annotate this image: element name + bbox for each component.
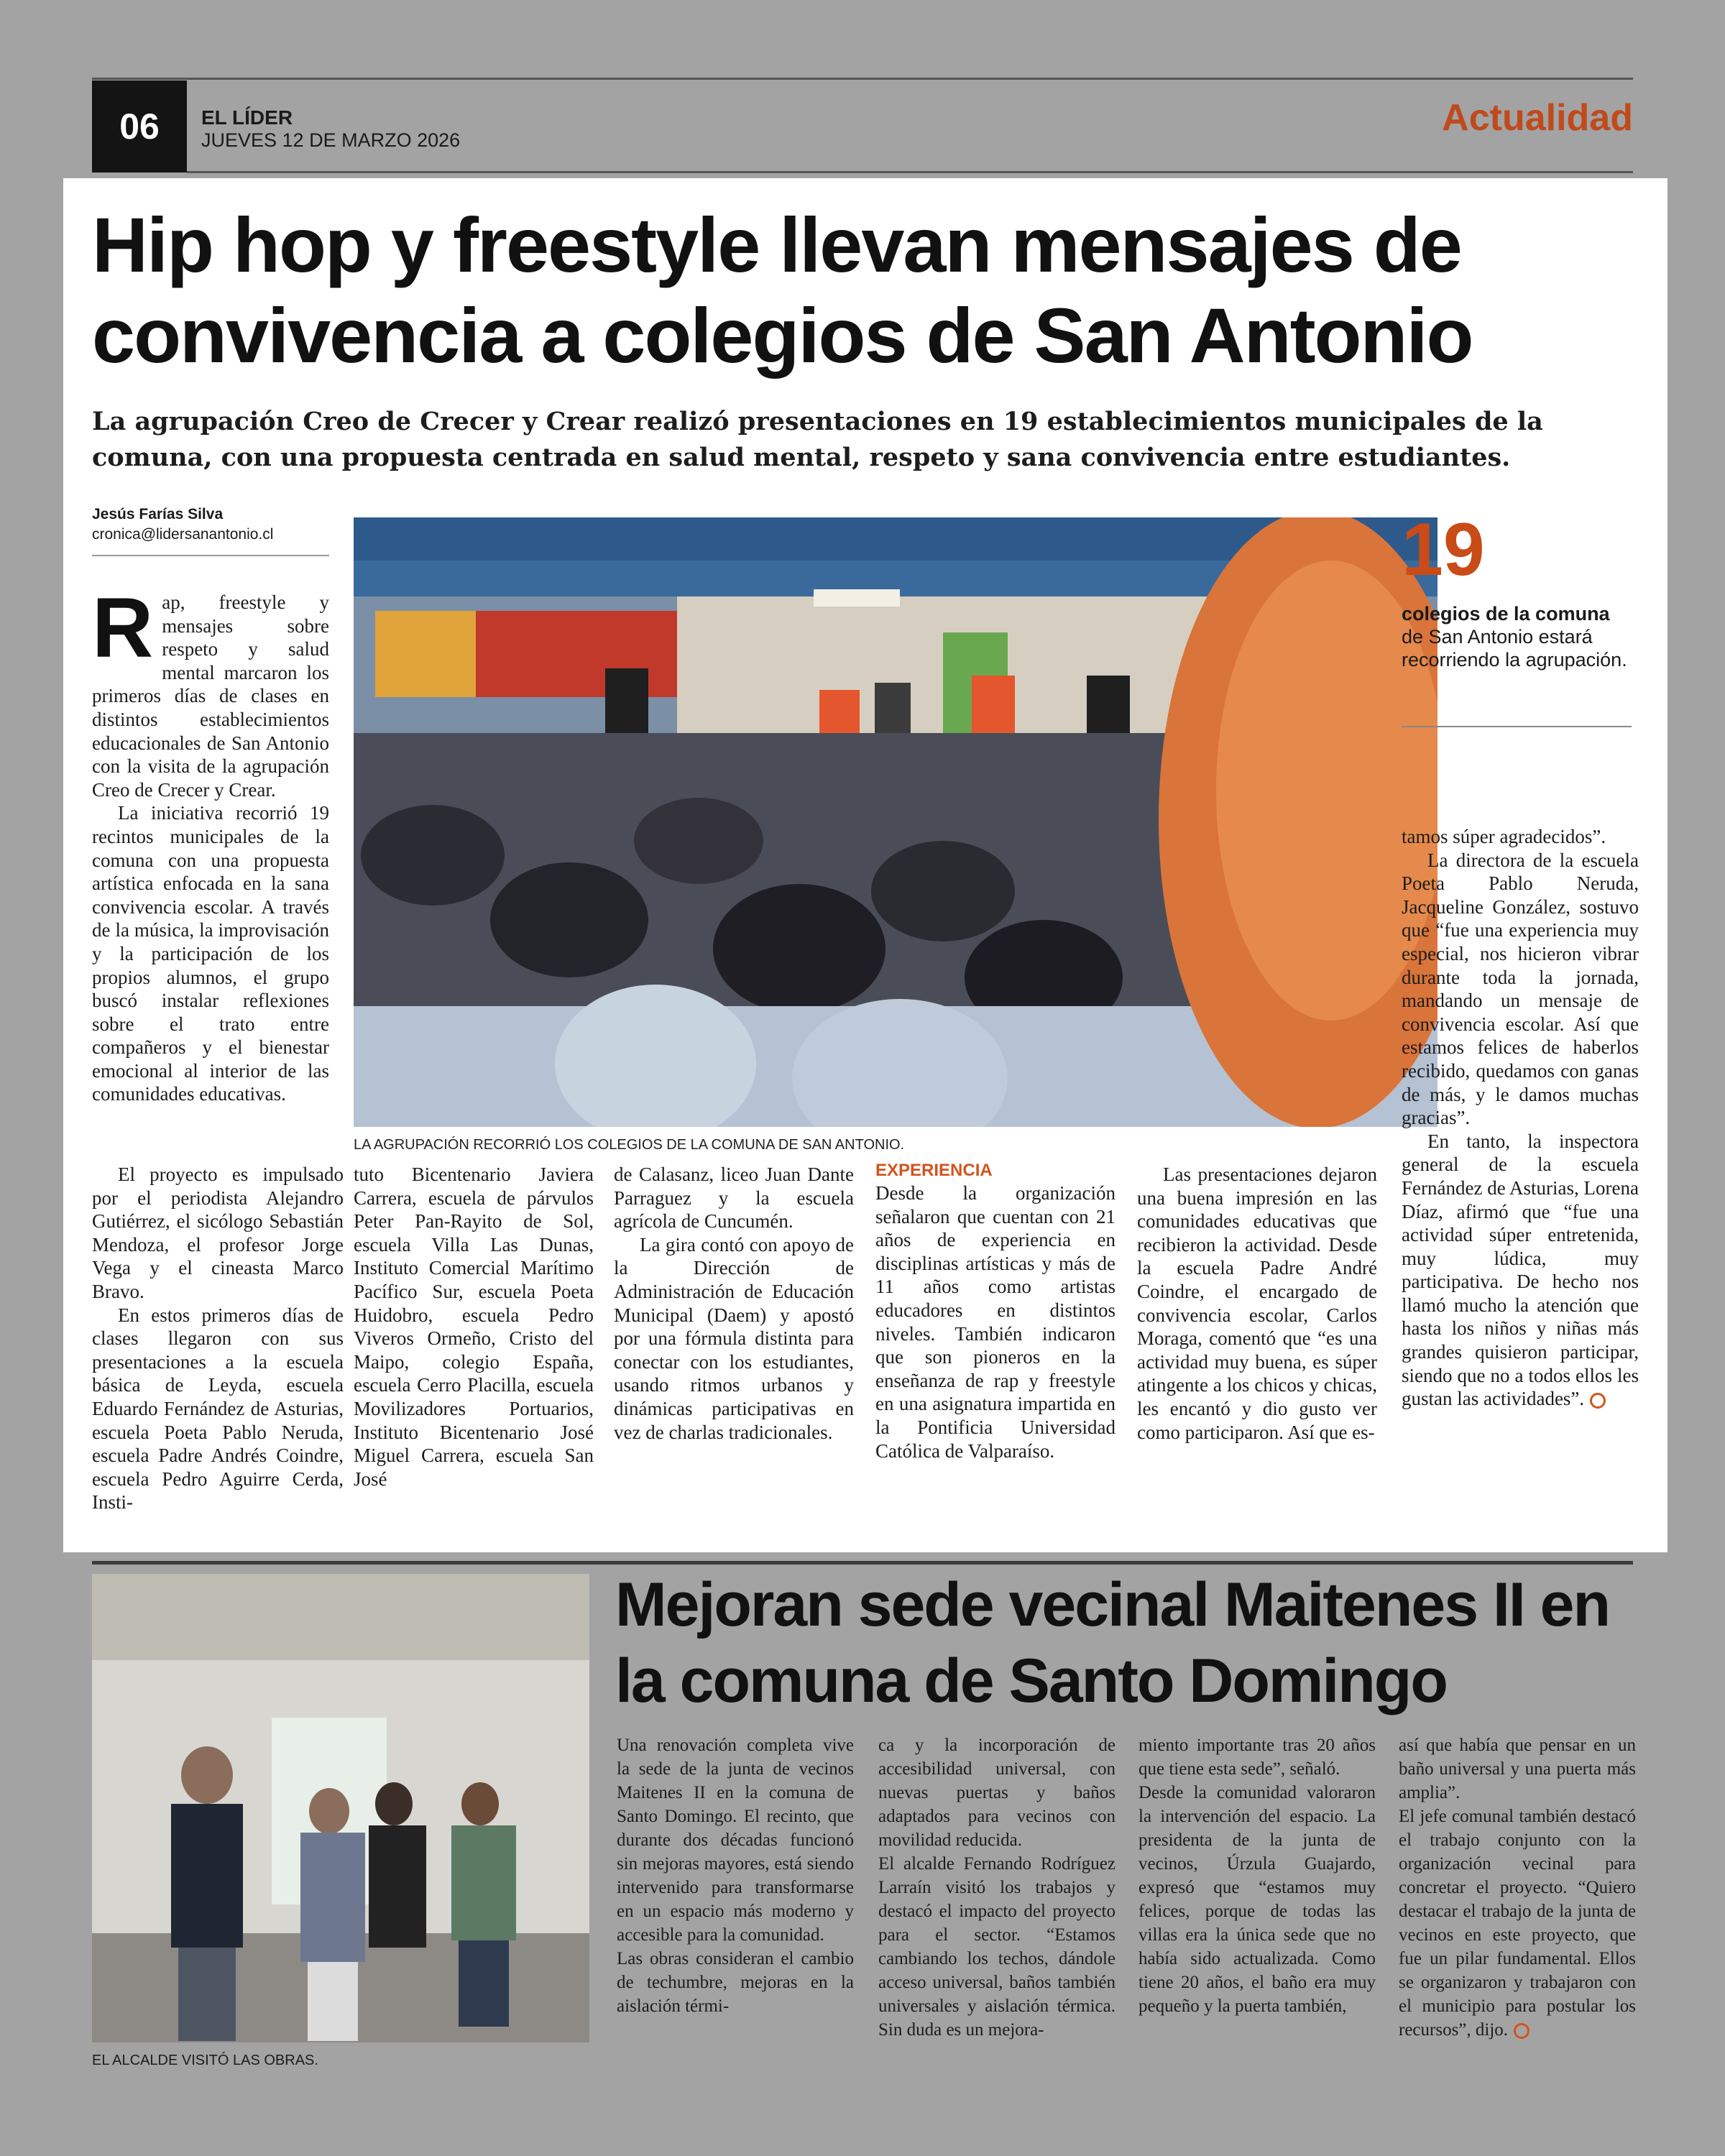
stat-rule [1402, 726, 1632, 727]
paragraph: Desde la comunidad valoraron la intervención del espacio. La presidenta de la junta de vecinos, Úrzula Guajardo, expresó que “estamos muy felices, porque de todas las villas era la única sede que no había sido actualizada. Como tiene 20 años, el baño era muy pequeño y la puerta también, [1138, 1783, 1376, 2016]
paragraph: ca y la incorporación de accesibilidad universal, con nuevas puertas y baños adaptados para vecinos con movilidad reducida. [878, 1736, 1116, 1850]
article-column-6 [1402, 825, 1639, 1411]
lead-text: ap, freestyle y mensajes sobre respeto y salud mental marcaron los primeros días de clases en distintos establecimientos educacionales de San Antonio con la visita de la agrupación Creo de Crecer y Crear. [92, 591, 329, 801]
paragraph: Las presentaciones dejaron una buena impresión en las comunidades educativas que recibieron la actividad. Desde la escuela Padre André Coindre, el encargado de convivencia escolar, Carlos Moraga, comentó que “es una actividad muy buena, es súper atingente a los chicos y chicas, les encantó y dio gusto ver como participaron. Así que es- [1137, 1164, 1377, 1443]
article-column-4 [875, 1160, 1116, 1462]
article2-column-2 [878, 1733, 1116, 2042]
article-column-1 [92, 581, 329, 1106]
lead-paragraph [92, 581, 329, 801]
paragraph: miento importante tras 20 años que tiene esta sede”, señaló. [1138, 1736, 1376, 1779]
paragraph: Las obras consideran el cambio de techumbre, mejoras en la aislación térmi- [617, 1949, 854, 2016]
paragraph: Desde la organización señalaron que cuentan con 21 años de experiencia en disciplinas artísticas y más de 11 años como artistas educadores en distintos niveles. También indicaron que son pioneros en la enseñanza de rap y freestyle en una asignatura impartida en la Pontificia Universidad Católica de Valparaíso. [875, 1182, 1116, 1462]
paragraph: El proyecto es impulsado por el periodista Alejandro Gutiérrez, el sicólogo Sebastián Mendoza, el profesor Jorge Vega y el cineasta Marco Bravo. [92, 1164, 344, 1302]
article2-column-4 [1399, 1733, 1636, 2042]
byline [92, 506, 329, 543]
paragraph [1399, 1805, 1636, 2042]
paragraph: El alcalde Fernando Rodríguez Larraín visitó los trabajos y destacó el impacto del proyecto para el sector. “Estamos cambiando los techos, dándole acceso universal, baños también universales y aislación térmica. Sin duda es un mejora- [878, 1854, 1116, 2040]
paragraph: tuto Bicentenario Javiera Carrera, escuela de párvulos Peter Pan-Rayito de Sol, escuela Villa Las Dunas, Instituto Comercial Marítimo Pacífico Sur, escuela Poeta Huidobro, escuela Pedro Viveros Ormeño, Cristo del Maipo, colegio España, escuela Cerro Placilla, escuela Movilizadores Portuarios, Instituto Bicentenario José Miguel Carrera, escuela San José [354, 1164, 594, 1490]
article2-headline: Mejoran sede vecinal Maitenes II en la comuna de Santo Domingo [615, 1570, 1610, 1715]
paragraph: tamos súper agradecidos”. [1402, 826, 1606, 847]
drop-cap: R [92, 581, 154, 676]
paragraph: La directora de la escuela Poeta Pablo Neruda, Jacqueline González, sostuvo que “fue una experiencia muy especial, nos hicieron vibrar durante toda la jornada, mandando un mensaje de convivencia escolar. Así que estamos felices de haberlos recibido, quedamos con ganas de más, y le damos muchas gracias”. [1402, 849, 1639, 1129]
main-article [63, 178, 1668, 1552]
article-column-3 [614, 1163, 854, 1444]
photo-illustration-2 [92, 1574, 589, 2042]
stat-description [1402, 602, 1646, 671]
stat-bold-text: colegios de la comuna [1402, 603, 1610, 625]
article2-column-1 [617, 1733, 854, 2018]
article2-photo [92, 1574, 589, 2042]
closing-text: En tanto, la inspectora general de la escuela Fernández de Asturias, Lorena Díaz, afirmó que “fue una actividad súper entretenida, muy lúdica, muy participativa. De hecho nos llamó mucho la atención que hasta los niños y niñas más grandes quisieron participar, siendo que no a todos ellos les gustan las actividades”. [1402, 1130, 1639, 1410]
section-label: Actualidad [1442, 97, 1633, 139]
header-top-rule [92, 78, 1633, 80]
paragraph: de Calasanz, liceo Juan Dante Parraguez y la escuela agrícola de Cuncumén. [614, 1164, 854, 1233]
article-separator [92, 1561, 1633, 1565]
paragraph: así que había que pensar en un baño universal y una puerta más amplia”. [1399, 1736, 1636, 1802]
author-name: Jesús Farías Silva [92, 506, 224, 522]
photo-illustration [354, 517, 1438, 1127]
article-headline: Hip hop y freestyle llevan mensajes de convivencia a colegios de San Antonio [92, 201, 1473, 379]
paragraph [1402, 1130, 1639, 1411]
article2-photo-caption: EL ALCALDE VISITÓ LAS OBRAS. [92, 2053, 318, 2068]
section-subhead: EXPERIENCIA [875, 1161, 993, 1180]
stat-number: 19 [1402, 508, 1485, 591]
photo-caption: LA AGRUPACIÓN RECORRIÓ LOS COLEGIOS DE LA COMUNA DE SAN ANTONIO. [354, 1137, 905, 1153]
closing-text: El jefe comunal también destacó el trabajo conjunto con la organización vecinal para concretar el proyecto. “Quiero destacar el trabajo de la junta de vecinos en este proyecto, que fue un pilar fundamental. Ellos se organizaron y trabajaron con el municipio para postular los recursos”, dijo. [1399, 1807, 1636, 2040]
paragraph: La iniciativa recorrió 19 recintos municipales de la comuna con una propuesta artística enfocada en la sana convivencia escolar. A través de la música, la improvisación y la participación de los propios alumnos, el grupo buscó instalar reflexiones sobre el trato entre compañeros y el bienestar emocional al interior de las comunidades educativas. [92, 802, 329, 1105]
article-column-5 [1137, 1163, 1377, 1444]
article-photo [354, 517, 1438, 1127]
end-of-article-icon [1514, 2023, 1530, 2039]
paragraph: La gira contó con apoyo de la Dirección de Administración de Educación Municipal (Daem) y apostó por una fórmula distinta para conectar con los estudiantes, usando ritmos urbanos y dinámicas participativas en vez de charlas tradicionales. [614, 1233, 854, 1443]
article-column-1b [92, 1163, 344, 1514]
stat-box [1402, 510, 1646, 671]
stat-body-text: de San Antonio estará recorriendo la agrupación. [1402, 626, 1627, 671]
article-deck: La agrupación Creo de Crecer y Crear realizó presentaciones en 19 establecimientos municipales de la comuna, con una propuesta centrada en salud mental, respeto y sana convivencia entre estudiantes. [92, 407, 1543, 472]
author-email: cronica@lidersanantonio.cl [92, 526, 274, 543]
paragraph: En estos primeros días de clases llegaron con sus presentaciones a la escuela básica de Leyda, escuela Eduardo Fernández de Asturias, escuela Poeta Pablo Neruda, escuela Padre Andrés Coindre, escuela Pedro Aguirre Cerda, Insti- [92, 1304, 344, 1514]
header-bottom-rule [187, 171, 1633, 173]
paragraph: Una renovación completa vive la sede de la junta de vecinos Maitenes II en la comuna de Santo Domingo. El recinto, que durante dos décadas funcionó sin mejoras mayores, está siendo intervenido para transformarse en un espacio más moderno y accesible para la comunidad. [617, 1736, 854, 1945]
publication-date: JUEVES 12 DE MARZO 2026 [201, 129, 461, 151]
page-number: 06 [92, 80, 187, 172]
byline-rule [92, 555, 329, 556]
article-column-2 [354, 1163, 594, 1491]
publication-name: EL LÍDER [201, 106, 293, 129]
end-of-article-icon [1590, 1393, 1606, 1409]
article2-column-3 [1138, 1733, 1376, 2018]
